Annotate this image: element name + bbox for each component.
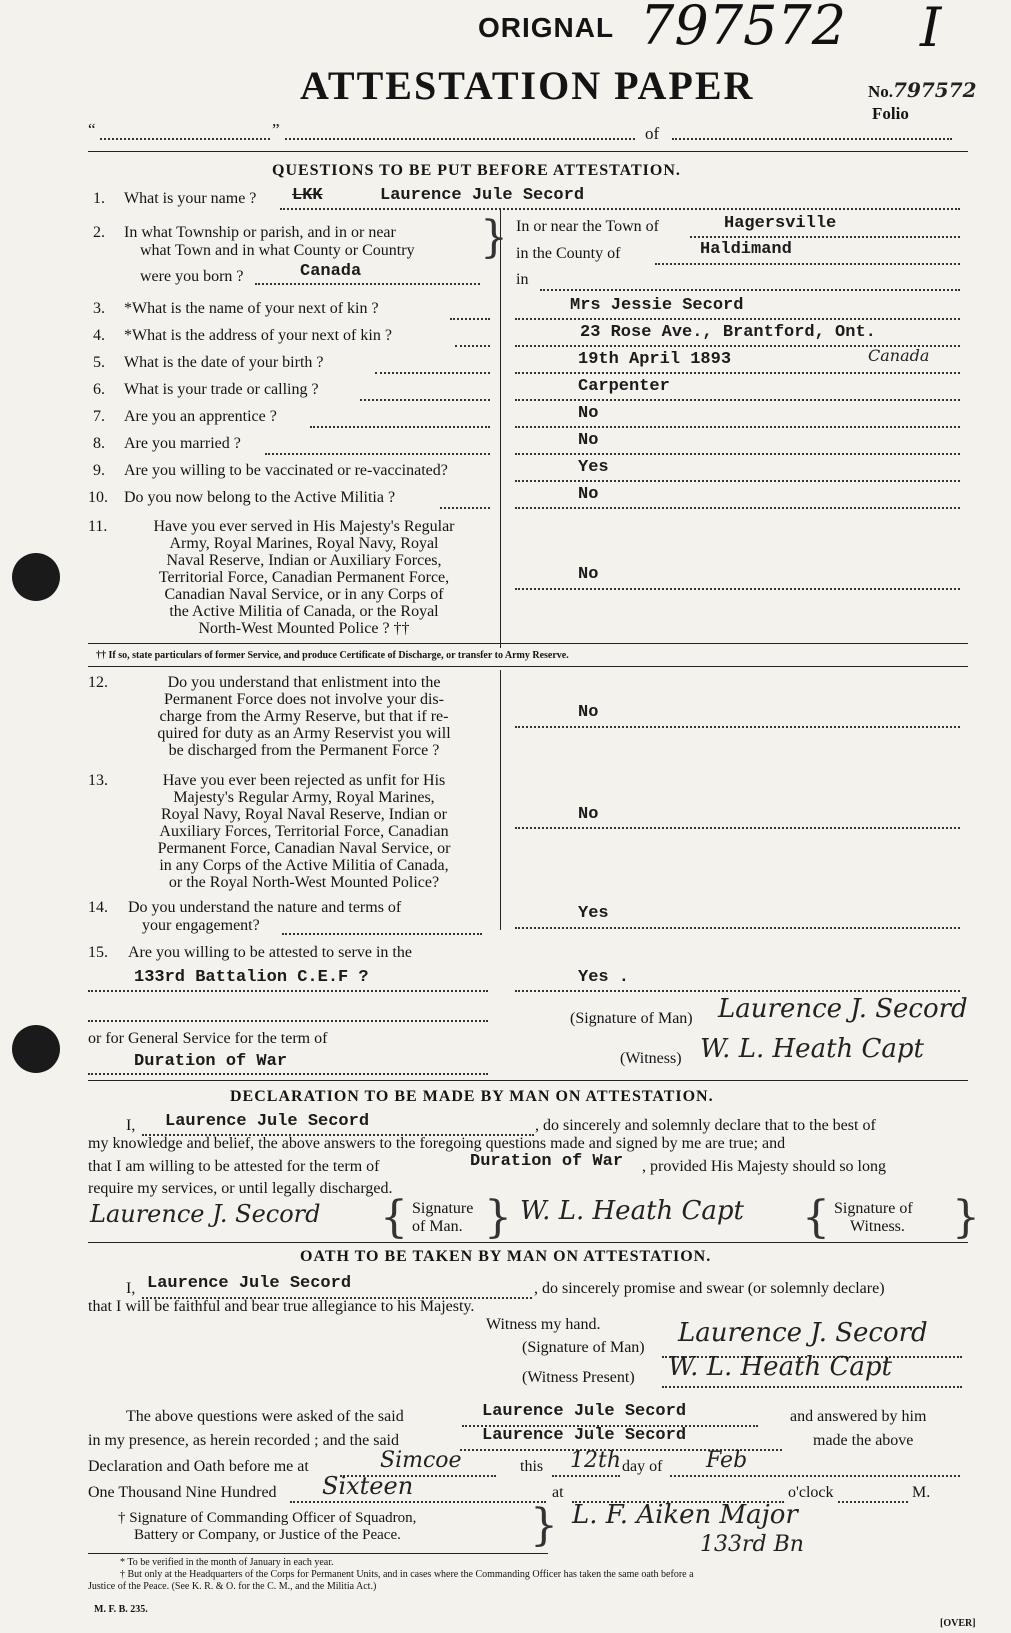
q1-number: 1. bbox=[93, 190, 105, 207]
q13-line-4: Auxiliary Forces, Territorial Force, Canadian bbox=[159, 823, 449, 840]
q8-number: 8. bbox=[93, 435, 105, 452]
county-label: in the County of bbox=[516, 245, 621, 262]
in-line bbox=[540, 289, 960, 291]
q7-line bbox=[310, 426, 490, 428]
q6-answer: Carpenter bbox=[578, 377, 670, 396]
q7-number: 7. bbox=[93, 408, 105, 425]
document-title: ATTESTATION PAPER bbox=[300, 63, 755, 108]
q11-text bbox=[124, 518, 484, 637]
no-value: 797572 bbox=[893, 78, 977, 102]
officer-sig: L. F. Aiken Major bbox=[572, 1500, 798, 1530]
witness-sig: W. L. Heath Capt bbox=[700, 1034, 925, 1064]
q9-number: 9. bbox=[93, 462, 105, 479]
q2-line3: were you born ? bbox=[140, 268, 244, 285]
q15-label: Are you willing to be attested to serve in the bbox=[128, 944, 412, 961]
q15-unit-line bbox=[88, 990, 488, 992]
footnote-rule bbox=[88, 666, 968, 667]
column-divider-2 bbox=[500, 670, 501, 930]
decl-sig-witness: W. L. Heath Capt bbox=[520, 1196, 745, 1226]
footer-note-1: * To be verified in the month of January in each year. bbox=[120, 1557, 334, 1568]
oath-heading: OATH TO BE TAKEN BY MAN ON ATTESTATION. bbox=[300, 1248, 712, 1265]
decl-sig-witness-label-1: Signature of bbox=[834, 1200, 913, 1217]
q14-line bbox=[282, 933, 482, 935]
decl-brace-3: { bbox=[802, 1192, 830, 1243]
cert-day-of: day of bbox=[622, 1458, 663, 1475]
decl-sig-witness-label-2: Witness. bbox=[850, 1218, 905, 1235]
town-line bbox=[690, 236, 960, 238]
q8-label: Are you married ? bbox=[124, 435, 241, 452]
q5-answer-line bbox=[515, 372, 960, 374]
cert-this: this bbox=[520, 1458, 544, 1475]
q14-answer: Yes bbox=[578, 904, 609, 923]
of-label: of bbox=[645, 124, 660, 143]
over-label: [OVER] bbox=[940, 1618, 976, 1629]
q5-note: Canada bbox=[868, 346, 930, 365]
q13-number: 13. bbox=[88, 772, 108, 789]
oath-line2: that I will be faithful and bear true allegiance to his Majesty. bbox=[88, 1298, 475, 1315]
q13-answer: No bbox=[578, 805, 599, 824]
decl-sig-man-label-1: Signature bbox=[412, 1200, 474, 1217]
q13-line-1: Have you ever been rejected as unfit for His bbox=[162, 772, 446, 789]
q2-answer: Canada bbox=[300, 262, 362, 281]
declaration-heading: DECLARATION TO BE MADE BY MAN ON ATTESTATION. bbox=[230, 1088, 714, 1105]
footer-rule bbox=[88, 1553, 548, 1554]
q2-number: 2. bbox=[93, 224, 105, 241]
q14-number: 14. bbox=[88, 899, 108, 916]
q6-number: 6. bbox=[93, 381, 105, 398]
q13-line-5: Permanent Force, Canadian Naval Service, or bbox=[157, 840, 451, 857]
q13-answer-line bbox=[515, 827, 960, 829]
term-line bbox=[88, 1073, 488, 1075]
q6-line bbox=[360, 399, 490, 401]
declaration-rule bbox=[88, 1080, 968, 1081]
cert-line3a: Declaration and Oath before me at bbox=[88, 1458, 309, 1475]
oath-sig-man: Laurence J. Secord bbox=[678, 1318, 928, 1348]
decl-line4: require my services, or until legally discharged. bbox=[88, 1180, 393, 1197]
q6-label: What is your trade or calling ? bbox=[124, 381, 319, 398]
q9-label: Are you willing to be vaccinated or re-vaccinated? bbox=[124, 462, 448, 479]
cert-m-line bbox=[838, 1501, 908, 1503]
blank-line-1 bbox=[88, 1020, 488, 1022]
decl-brace-2: } bbox=[484, 1192, 512, 1243]
oath-line1: , do sincerely promise and swear (or solemnly declare) bbox=[534, 1280, 885, 1297]
decl-line2: my knowledge and belief, the above answers to the foregoing questions made and signed by me are true; and bbox=[88, 1135, 786, 1152]
q14-answer-line bbox=[515, 927, 960, 929]
q13-line-7: or the Royal North-West Mounted Police? bbox=[168, 874, 440, 891]
q8-answer: No bbox=[578, 431, 599, 450]
decl-brace-4: } bbox=[952, 1192, 980, 1243]
general-service: or for General Service for the term of bbox=[88, 1030, 328, 1047]
q15-unit: 133rd Battalion C.E.F ? bbox=[134, 968, 369, 987]
footer-note-3: Justice of the Peace. (See K. R. & O. for the C. M., and the Militia Act.) bbox=[88, 1581, 377, 1592]
q11-line-6: the Active Militia of Canada, or the Royal bbox=[169, 603, 439, 620]
decl-line3b: , provided His Majesty should so long bbox=[642, 1158, 886, 1175]
county-line bbox=[655, 263, 960, 265]
witness-present-line bbox=[662, 1386, 962, 1388]
cert-brace: } bbox=[530, 1500, 558, 1551]
form-number: M. F. B. 235. bbox=[94, 1604, 148, 1615]
cert-year: Sixteen bbox=[322, 1472, 414, 1500]
q3-number: 3. bbox=[93, 300, 105, 317]
decl-i: I, bbox=[126, 1117, 136, 1134]
q13-line-6: in any Corps of the Active Militia of Canada, bbox=[159, 857, 449, 874]
q2-line1: In what Township or parish, and in or near bbox=[124, 224, 396, 241]
q14-line2: your engagement? bbox=[142, 917, 260, 934]
q15-answer: Yes . bbox=[578, 968, 630, 987]
q4-number: 4. bbox=[93, 327, 105, 344]
q10-line bbox=[440, 507, 490, 509]
decl-sig-man-label-2: of Man. bbox=[412, 1218, 463, 1235]
q13-text bbox=[124, 772, 484, 891]
q12-line-4: quired for duty as an Army Reservist you will bbox=[157, 725, 451, 742]
q11-line-1: Have you ever served in His Majesty's Regular bbox=[153, 518, 455, 535]
folio-label: Folio bbox=[872, 104, 909, 123]
cert-month-line bbox=[670, 1475, 960, 1477]
q11-line-2: Army, Royal Marines, Royal Navy, Royal bbox=[169, 535, 439, 552]
term: Duration of War bbox=[134, 1052, 288, 1071]
q8-answer-line bbox=[515, 453, 960, 455]
header-rule bbox=[88, 151, 968, 152]
witness-label: (Witness) bbox=[620, 1050, 682, 1067]
cert-line2b: made the above bbox=[813, 1432, 914, 1449]
cert-sig-label-1: † Signature of Commanding Officer of Squadron, bbox=[118, 1510, 417, 1526]
q3-answer-line bbox=[515, 318, 960, 320]
q9-answer: Yes bbox=[578, 458, 609, 477]
cert-line4a: One Thousand Nine Hundred bbox=[88, 1484, 277, 1501]
q2-line bbox=[255, 283, 480, 285]
q1-label: What is your name ? bbox=[124, 190, 257, 207]
q3-line bbox=[450, 318, 490, 320]
unit-blank-3 bbox=[672, 138, 952, 140]
punch-hole-top bbox=[12, 553, 60, 601]
decl-brace-1: { bbox=[380, 1192, 408, 1243]
number-label bbox=[868, 78, 977, 102]
cert-day: 12th bbox=[570, 1448, 622, 1473]
q10-label: Do you now belong to the Active Militia ? bbox=[124, 489, 396, 506]
original-stamp: ORIGNAL bbox=[478, 12, 615, 43]
oath-sig-man-label: (Signature of Man) bbox=[522, 1339, 645, 1356]
decl-term: Duration of War bbox=[470, 1152, 624, 1171]
q2-brace: } bbox=[480, 212, 508, 263]
q11-line-5: Canadian Naval Service, or in any Corps of bbox=[164, 586, 444, 603]
cert-year-line bbox=[290, 1501, 546, 1503]
witness-present-label: (Witness Present) bbox=[522, 1369, 635, 1386]
oath-i: I, bbox=[126, 1280, 136, 1297]
q1-answer: Laurence Jule Secord bbox=[380, 186, 585, 205]
in-label: in bbox=[516, 271, 529, 288]
q9-answer-line bbox=[515, 480, 960, 482]
witness-present-sig: W. L. Heath Capt bbox=[668, 1352, 893, 1382]
q11-line-7: North-West Mounted Police ? †† bbox=[198, 620, 410, 637]
q6-answer-line bbox=[515, 399, 960, 401]
q7-label: Are you an apprentice ? bbox=[124, 408, 277, 425]
q15-answer-line bbox=[515, 990, 960, 992]
q7-answer: No bbox=[578, 404, 599, 423]
q10-answer: No bbox=[578, 485, 599, 504]
quote-close: ” bbox=[272, 120, 280, 139]
handwritten-number: 797572 bbox=[640, 0, 847, 57]
county-value: Haldimand bbox=[700, 240, 792, 259]
q10-answer-line bbox=[515, 507, 960, 509]
q5-answer: 19th April 1893 bbox=[578, 350, 732, 369]
q12-text bbox=[124, 674, 484, 759]
witness-hand: Witness my hand. bbox=[486, 1316, 601, 1333]
q14-line1: Do you understand the nature and terms of bbox=[128, 899, 402, 916]
cert-line1a: The above questions were asked of the said bbox=[126, 1408, 404, 1425]
q12-line-2: Permanent Force does not involve your dis- bbox=[164, 691, 444, 708]
q5-label: What is the date of your birth ? bbox=[124, 354, 324, 371]
cert-line2a: in my presence, as herein recorded ; and the said bbox=[88, 1432, 399, 1449]
q12-number: 12. bbox=[88, 674, 108, 691]
q4-label: *What is the address of your next of kin ? bbox=[124, 327, 392, 344]
q3-label: *What is the name of your next of kin ? bbox=[124, 300, 379, 317]
cert-month: Feb bbox=[706, 1448, 748, 1473]
punch-hole-bottom bbox=[12, 1025, 60, 1073]
q11-answer: No bbox=[578, 565, 599, 584]
q7-answer-line bbox=[515, 426, 960, 428]
no-label: No. bbox=[868, 82, 894, 101]
q11-answer-line bbox=[515, 588, 960, 590]
questions-heading: QUESTIONS TO BE PUT BEFORE ATTESTATION. bbox=[272, 162, 681, 179]
handwritten-mark: I bbox=[920, 0, 942, 59]
decl-name: Laurence Jule Secord bbox=[165, 1112, 370, 1131]
footer-note-2: † But only at the Headquarters of the Corps for Permanent Units, and in cases where the Commanding Officer has taken the same oath before a bbox=[120, 1569, 694, 1580]
q12-line-3: charge from the Army Reserve, but that if re- bbox=[159, 708, 449, 725]
q11-line-4: Territorial Force, Canadian Permanent Force, bbox=[158, 569, 450, 586]
q10-number: 10. bbox=[88, 489, 108, 506]
cert-place: Simcoe bbox=[380, 1448, 462, 1473]
decl-line3a: that I am willing to be attested for the term of bbox=[88, 1158, 380, 1175]
footnote-tt: †† If so, state particulars of former Service, and produce Certificate of Discharge, or transfer to Army Reserve. bbox=[96, 650, 569, 661]
q12-answer-line bbox=[515, 726, 960, 728]
cert-at: at bbox=[552, 1484, 564, 1501]
cert-day-line bbox=[552, 1475, 620, 1477]
q4-line bbox=[455, 345, 490, 347]
oath-name: Laurence Jule Secord bbox=[147, 1274, 352, 1293]
q3-answer: Mrs Jessie Secord bbox=[570, 296, 744, 315]
q15-number: 15. bbox=[88, 944, 108, 961]
q5-line bbox=[375, 372, 490, 374]
cert-sig-label-2: Battery or Company, or Justice of the Peace. bbox=[134, 1527, 401, 1543]
unit-blank bbox=[100, 138, 270, 140]
q8-line bbox=[265, 453, 490, 455]
quote-open: “ bbox=[88, 120, 96, 139]
q11-rule bbox=[88, 643, 968, 644]
decl-line1: , do sincerely and solemnly declare that to the best of bbox=[535, 1117, 876, 1134]
cert-name2: Laurence Jule Secord bbox=[482, 1426, 687, 1445]
q5-number: 5. bbox=[93, 354, 105, 371]
unit-blank-2 bbox=[285, 138, 635, 140]
q4-answer: 23 Rose Ave., Brantford, Ont. bbox=[580, 323, 876, 342]
sig-man-label: (Signature of Man) bbox=[570, 1010, 693, 1027]
q12-answer: No bbox=[578, 703, 599, 722]
q11-line-3: Naval Reserve, Indian or Auxiliary Forces, bbox=[166, 552, 442, 569]
officer-unit: 133rd Bn bbox=[700, 1532, 804, 1557]
q12-line-1: Do you understand that enlistment into the bbox=[167, 674, 441, 691]
cert-line1b: and answered by him bbox=[790, 1408, 927, 1425]
cert-name1: Laurence Jule Secord bbox=[482, 1402, 687, 1421]
decl-sig-man: Laurence J. Secord bbox=[90, 1200, 321, 1228]
q12-line-5: be discharged from the Permanent Force ? bbox=[168, 742, 440, 759]
town-value: Hagersville bbox=[724, 214, 837, 233]
q11-number: 11. bbox=[88, 518, 108, 535]
q2-line2: what Town and in what County or Country bbox=[140, 242, 415, 259]
q13-line-3: Royal Navy, Royal Naval Reserve, Indian or bbox=[161, 806, 447, 823]
q1-line bbox=[280, 208, 960, 210]
column-divider bbox=[500, 208, 501, 648]
oath-rule bbox=[88, 1242, 968, 1243]
town-label: In or near the Town of bbox=[516, 218, 659, 235]
cert-m: M. bbox=[912, 1484, 931, 1501]
q1-struck: LKK bbox=[292, 186, 323, 205]
cert-oclock: o'clock bbox=[788, 1484, 834, 1501]
q13-line-2: Majesty's Regular Army, Royal Marines, bbox=[173, 789, 435, 806]
sig-man: Laurence J. Secord bbox=[718, 994, 968, 1024]
